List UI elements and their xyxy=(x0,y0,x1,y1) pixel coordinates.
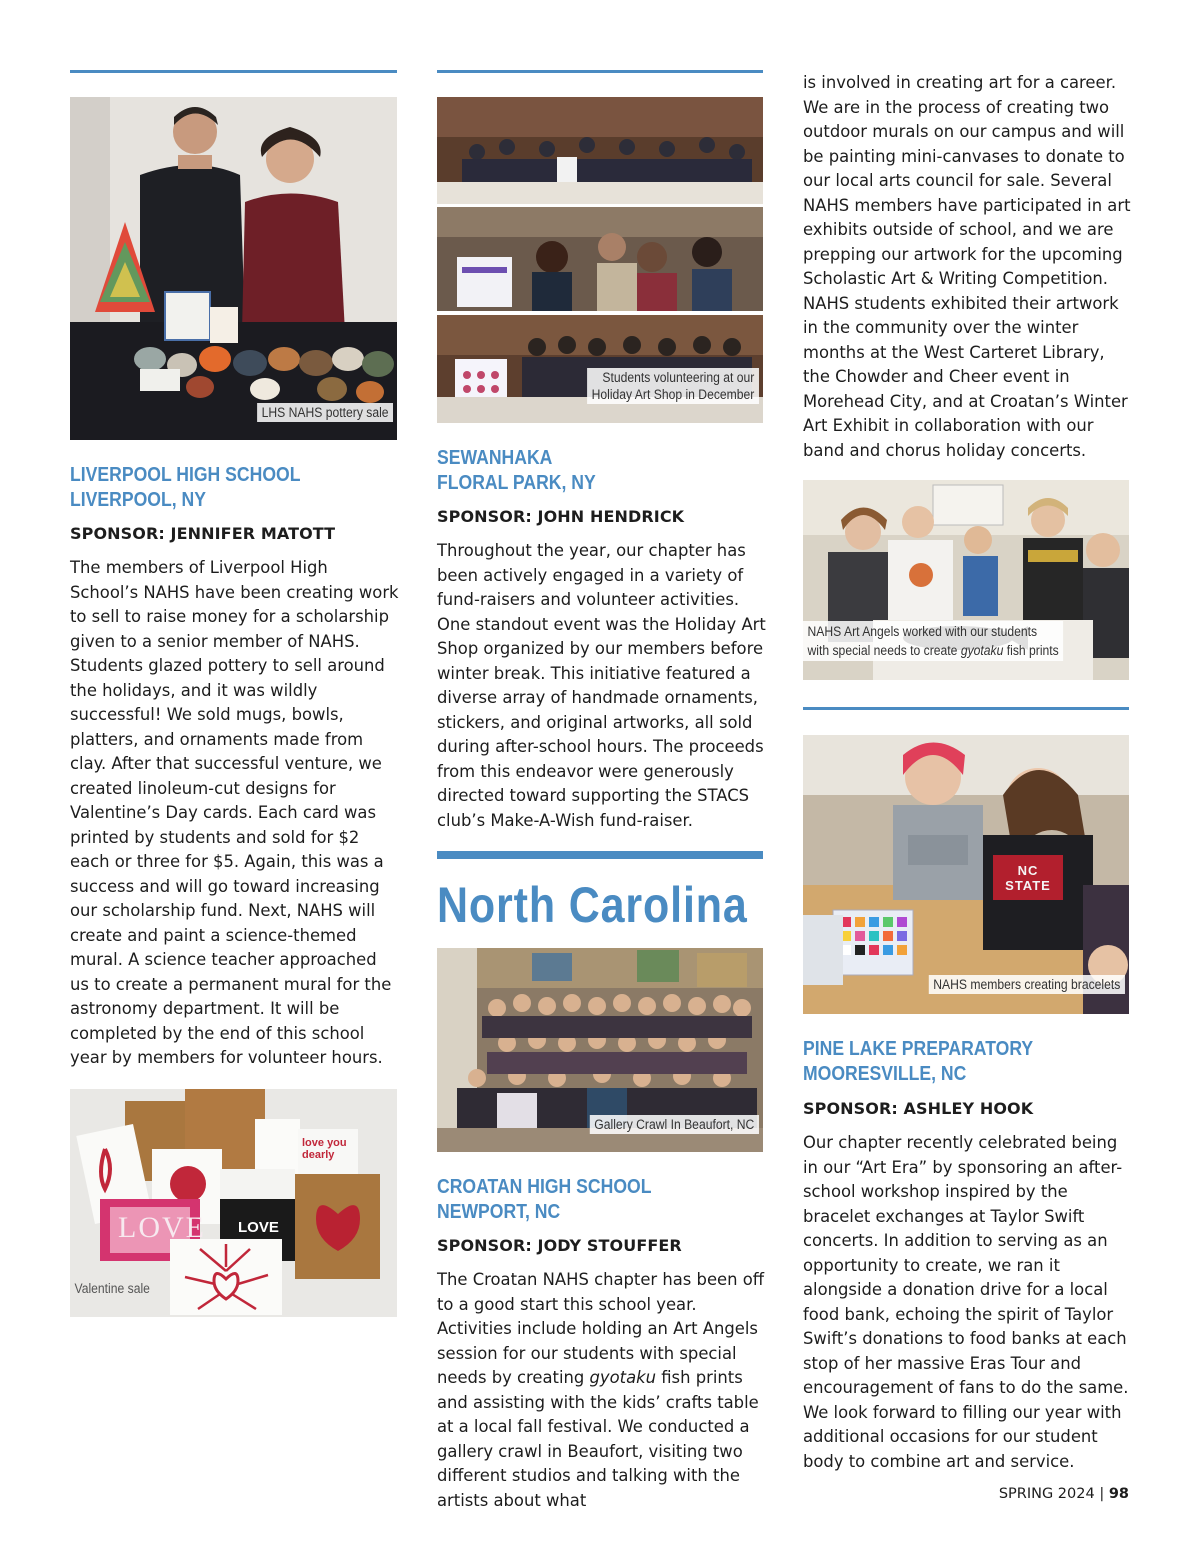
liverpool-school-name xyxy=(70,463,300,512)
bracelet-workshop-photo xyxy=(803,735,1129,1014)
school-name-line: PINE LAKE PREPARATORY xyxy=(803,1038,1034,1060)
page-footer xyxy=(999,1486,1129,1502)
pine-lake-sponsor: SPONSOR: ASHLEY HOOK xyxy=(803,1099,1034,1118)
right-column-section-rule xyxy=(803,707,1129,710)
croatan-body-continued xyxy=(803,71,1133,463)
love-print-card-text: LOVE xyxy=(238,1219,279,1236)
gyotaku-term: gyotaku xyxy=(960,643,1004,658)
school-name-line: SEWANHAKA xyxy=(437,447,553,469)
pine-lake-school-name xyxy=(803,1037,1033,1086)
paragraph: is involved in creating art for a career. We are in the process of creating two outdoor murals on our campus and will be painting mini-canvases to donate to our local arts council for sale. Several NAHS members have participated in art exhibits outside of school, and we are prepping our artwork for the upcoming Scholastic Art & Writing Competition. NAHS students exhibited their artwork in the community over the winter months at the West Carteret Library, the Chowder and Cheer event in Morehead City, and at Croatan’s Winter Art Exhibit in collaboration with our band and chorus holiday concerts. xyxy=(803,73,1131,460)
nc-state-shirt-text: NC STATE xyxy=(1005,863,1051,893)
holiday-art-shop-collage xyxy=(437,97,763,423)
caption-line xyxy=(808,641,1059,660)
pottery-sale-illustration xyxy=(70,97,397,440)
croatan-sponsor: SPONSOR: JODY STOUFFER xyxy=(437,1236,682,1255)
paragraph: The members of Liverpool High School’s NAHS have been creating work to sell to raise money for a scholarship given to a senior member of NAHS. Students glazed pottery to sell around the holidays, and it was wildly successful! We sold mugs, bowls, platters, and ornaments made from clay. After that successful venture, we created linoleum-cut designs for Valentine’s Day cards. Each card was printed by students and sold for $2 each or three for $5. Again, this was a success and will go toward increasing our scholarship fund. Next, NAHS will create and paint a science-themed mural. A science teacher approached us to create a permanent mural for the astronomy department. It will be completed by the end of this school year by members for volunteer hours. xyxy=(70,558,399,1067)
paragraph-text: fish prints and assisting with the kids’ crafts table at a local fall festival. We conducted a gallery crawl in Beaufort, visiting two different studios and talking with the artists about what xyxy=(437,1368,759,1510)
gyotaku-term: gyotaku xyxy=(589,1368,657,1387)
sewanhaka-body-text xyxy=(437,539,767,833)
love-you-dearly-card-text: love you dearly xyxy=(302,1137,347,1161)
bracelet-workshop-illustration xyxy=(803,735,1129,1014)
valentine-cards-photo xyxy=(70,1089,397,1317)
school-name-line: CROATAN HIGH SCHOOL xyxy=(437,1176,652,1198)
school-location-line: LIVERPOOL, NY xyxy=(70,488,206,511)
left-column-top-rule xyxy=(70,70,397,73)
page-number: 98 xyxy=(1108,1486,1129,1502)
paragraph: Throughout the year, our chapter has been actively engaged in a variety of fund-raisers and volunteer activities. One standout event was the Holiday Art Shop organized by our members before winter break. This initiative featured a diverse array of handmade ornaments, stickers, and original artworks, all sold during after-school hours. The proceeds from this endeavor were generously directed toward supporting the STACS club’s Make-A-Wish fund-raiser. xyxy=(437,541,766,830)
school-location-line: NEWPORT, NC xyxy=(437,1200,561,1223)
caption-text: with special needs to create xyxy=(807,643,961,658)
holiday-art-shop-caption xyxy=(587,368,759,404)
croatan-body-text xyxy=(437,1268,767,1513)
croatan-school-name xyxy=(437,1175,651,1224)
paragraph: Our chapter recently celebrated being in our “Art Era” by sponsoring an after-school workshop inspired by the bracelet exchanges at Taylor Swift concerts. In addition to serving as an opportunity to create, we ran it alongside a donation drive for a local food bank, echoing the spirit of Taylor Swift’s donations to food banks at each stop of her massive Eras Tour and encouragement of fans to do the same. We look forward to filling our year with additional occasions for our student body to combine art and service. xyxy=(803,1133,1129,1471)
valentine-sale-caption: Valentine sale xyxy=(74,1281,150,1296)
gallery-crawl-photo xyxy=(437,948,763,1152)
liverpool-body-text xyxy=(70,556,400,1071)
school-location-line: MOORESVILLE, NC xyxy=(803,1062,967,1085)
middle-column-top-rule xyxy=(437,70,763,73)
paragraph xyxy=(437,1268,767,1513)
art-angels-fish-prints-photo xyxy=(803,480,1129,680)
pottery-sale-photo xyxy=(70,97,397,440)
caption-line: Students volunteering at our xyxy=(602,370,755,385)
school-name-line: LIVERPOOL HIGH SCHOOL xyxy=(70,464,301,486)
school-location-line: FLORAL PARK, NY xyxy=(437,471,596,494)
bracelet-caption: NAHS members creating bracelets xyxy=(929,975,1125,994)
liverpool-sponsor: SPONSOR: JENNIFER MATOTT xyxy=(70,524,336,543)
caption-text: fish prints xyxy=(1003,643,1059,658)
paragraph-text: The Croatan NAHS chapter has been off to a good start this school year. Activities include holding an Art Angels session for our students with special needs by creating xyxy=(437,1270,765,1387)
caption-line: Holiday Art Shop in December xyxy=(591,387,755,402)
sewanhaka-school-name xyxy=(437,446,596,495)
pine-lake-body-text xyxy=(803,1131,1133,1474)
fish-prints-caption xyxy=(803,621,1063,661)
north-carolina-heading: North Carolina xyxy=(437,877,748,933)
issue-label: SPRING 2024 | xyxy=(998,1486,1105,1502)
pottery-sale-caption: LHS NAHS pottery sale xyxy=(257,403,393,422)
caption-line: NAHS Art Angels worked with our students xyxy=(807,624,1038,639)
north-carolina-section-rule xyxy=(437,851,763,859)
sewanhaka-sponsor: SPONSOR: JOHN HENDRICK xyxy=(437,507,685,526)
love-card-text: LOVE xyxy=(118,1211,206,1244)
gallery-crawl-caption: Gallery Crawl In Beaufort, NC xyxy=(590,1115,759,1134)
